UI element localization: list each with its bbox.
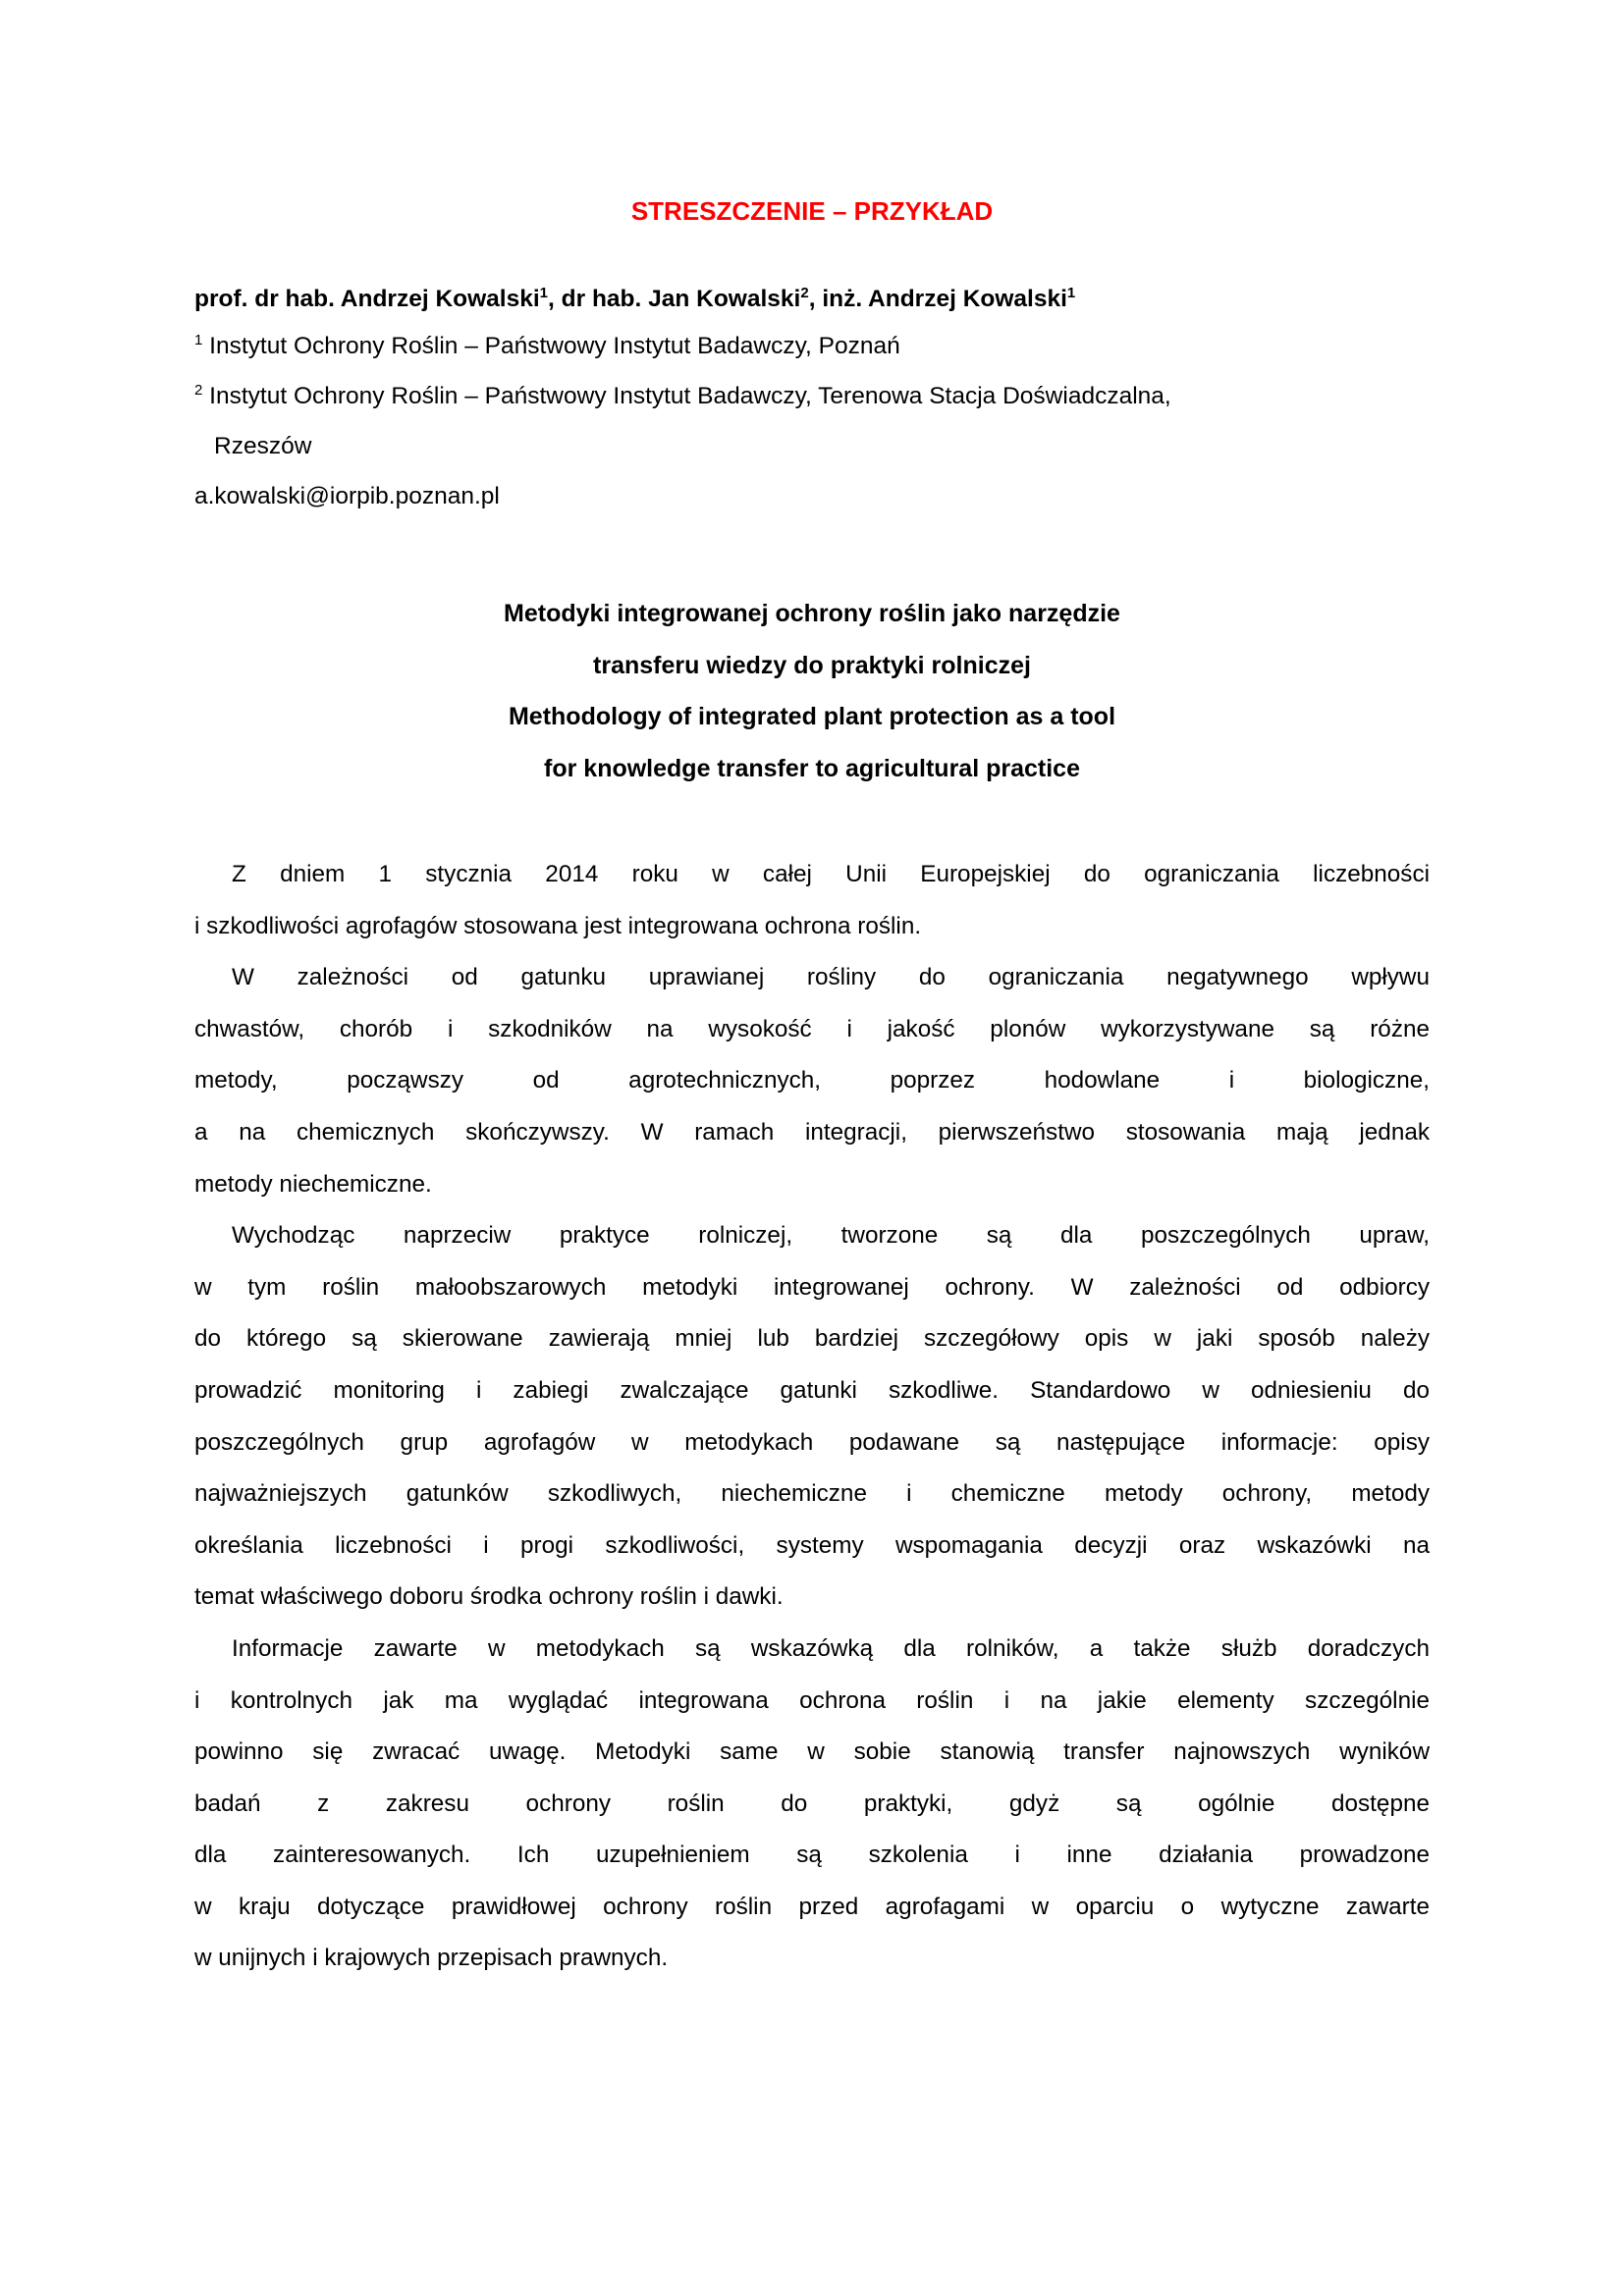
author-name: prof. dr hab. Andrzej Kowalski <box>194 286 540 312</box>
text-line: badań z zakresu ochrony roślin do praktyki, gdyż są ogólnie dostępne <box>194 1789 1430 1817</box>
author-separator: , <box>808 286 823 312</box>
text-line: prowadzić monitoring i zabiegi zwalczające gatunki szkodliwe. Standardowo w odniesieniu do <box>194 1376 1430 1404</box>
text-line: w kraju dotyczące prawidłowej ochrony roślin przed agrofagami w oparciu o wytyczne zawarte <box>194 1893 1430 1920</box>
paper-title-line: Methodology of integrated plant protection as a tool <box>508 703 1116 730</box>
text-line: w tym roślin małoobszarowych metodyki integrowanej ochrony. W zależności od odbiorcy <box>194 1273 1430 1301</box>
affiliation-mark: 2 <box>194 382 203 399</box>
author-name: dr hab. Jan Kowalski <box>561 286 801 312</box>
text-line: Wychodząc naprzeciw praktyce rolniczej, tworzone są dla poszczególnych upraw, <box>232 1222 1430 1250</box>
text-line: i kontrolnych jak ma wyglądać integrowana ochrona roślin i na jakie elementy szczególnie <box>194 1686 1430 1714</box>
text-line: określania liczebności i progi szkodliwości, systemy wspomagania decyzji oraz wskazówki na <box>194 1531 1430 1559</box>
document-header-title: STRESZCZENIE – PRZYKŁAD <box>630 196 994 226</box>
affiliation-mark: 1 <box>194 332 203 348</box>
text-line: metody, począwszy od agrotechnicznych, poprzez hodowlane i biologiczne, <box>194 1067 1430 1095</box>
affiliation-mark: 1 <box>539 285 549 301</box>
affiliation-1 <box>194 321 1430 371</box>
paper-title-line: Metodyki integrowanej ochrony roślin jako narzędzie <box>504 600 1120 627</box>
paper-title-line: transferu wiedzy do praktyki rolniczej <box>593 651 1031 679</box>
author-list <box>194 285 1430 314</box>
text-line: i szkodliwości agrofagów stosowana jest integrowana ochrona roślin. <box>194 912 922 939</box>
affiliation-text: Instytut Ochrony Roślin – Państwowy Instytut Badawczy, Terenowa Stacja Doświadczalna, <box>209 383 1171 409</box>
text-line: powinno się zwracać uwagę. Metodyki same w sobie stanowią transfer najnowszych wyników <box>194 1738 1430 1766</box>
affiliation-2-continuation: Rzeszów <box>214 433 312 459</box>
paper-title <box>0 588 1624 794</box>
text-line: w unijnych i krajowych przepisach prawnych. <box>194 1945 669 1972</box>
text-line: chwastów, chorób i szkodników na wysokość i jakość plonów wykorzystywane są różne <box>194 1015 1430 1042</box>
text-line: W zależności od gatunku uprawianej rośliny do ograniczania negatywnego wpływu <box>232 964 1430 991</box>
affiliation-list <box>194 321 1430 521</box>
affiliation-2 <box>194 371 1430 421</box>
affiliation-text: Instytut Ochrony Roślin – Państwowy Instytut Badawczy, Poznań <box>209 333 900 359</box>
author-name: inż. Andrzej Kowalski <box>822 286 1067 312</box>
text-line: poszczególnych grup agrofagów w metodykach podawane są następujące informacje: opisy <box>194 1428 1430 1456</box>
text-line: a na chemicznych skończywszy. W ramach integracji, pierwszeństwo stosowania mają jednak <box>194 1118 1430 1146</box>
text-line: Z dniem 1 stycznia 2014 roku w całej Unii Europejskiej do ograniczania liczebności <box>232 861 1430 887</box>
paragraph-2 <box>194 952 1430 1210</box>
author-separator: , <box>548 286 562 312</box>
paragraph-4 <box>194 1624 1430 1985</box>
affiliation-mark: 2 <box>800 285 809 301</box>
text-line: temat właściwego doboru środka ochrony roślin i dawki. <box>194 1583 784 1611</box>
contact-email: a.kowalski@iorpib.poznan.pl <box>194 483 500 509</box>
paper-title-line: for knowledge transfer to agricultural practice <box>544 754 1080 782</box>
paragraph-1 <box>194 849 1430 952</box>
affiliation-mark: 1 <box>1066 285 1076 301</box>
text-line: do którego są skierowane zawierają mniej lub bardziej szczegółowy opis w jaki sposób należy <box>194 1325 1430 1353</box>
text-line: dla zainteresowanych. Ich uzupełnieniem są szkolenia i inne działania prowadzone <box>194 1842 1430 1869</box>
paragraph-3 <box>194 1210 1430 1624</box>
abstract-body <box>194 849 1430 1985</box>
text-line: najważniejszych gatunków szkodliwych, niechemiczne i chemiczne metody ochrony, metody <box>194 1480 1430 1508</box>
text-line: metody niechemiczne. <box>194 1170 432 1198</box>
text-line: Informacje zawarte w metodykach są wskazówką dla rolników, a także służb doradczych <box>232 1634 1430 1662</box>
